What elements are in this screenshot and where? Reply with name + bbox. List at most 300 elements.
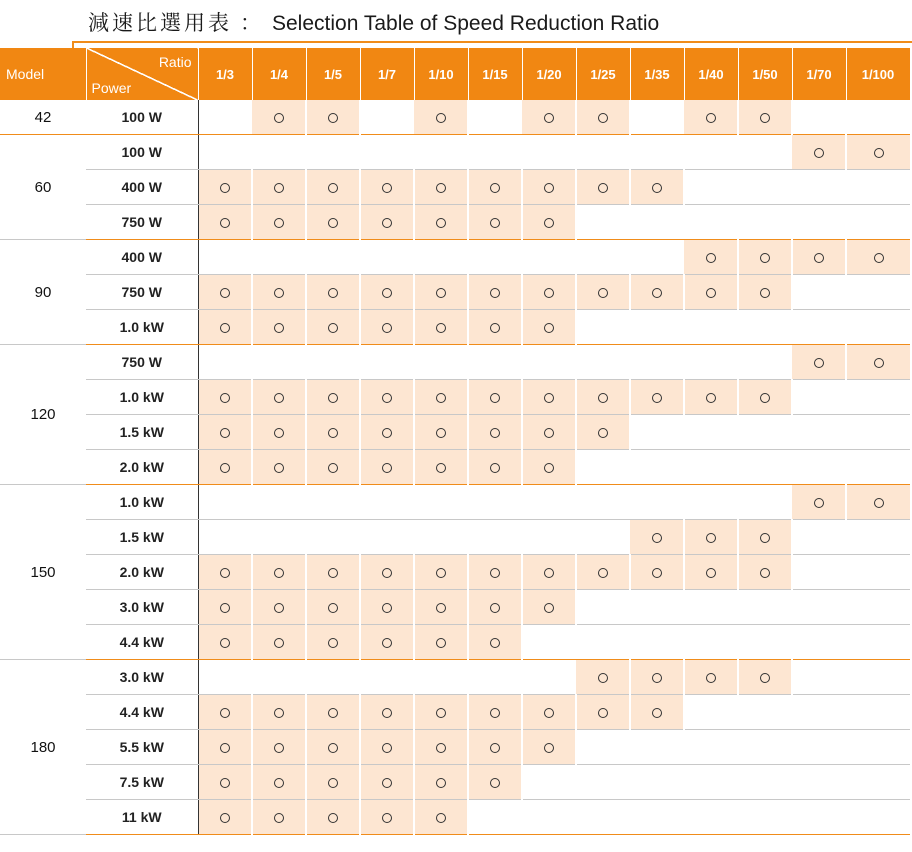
circle-mark-icon — [220, 218, 230, 228]
empty-ratio-cell — [846, 695, 910, 730]
available-ratio-cell — [360, 590, 414, 625]
circle-mark-icon — [274, 428, 284, 438]
empty-ratio-cell — [846, 660, 910, 695]
available-ratio-cell — [846, 240, 910, 275]
circle-mark-icon — [874, 358, 884, 368]
table-row — [0, 485, 910, 520]
circle-mark-icon — [382, 463, 392, 473]
empty-ratio-cell — [360, 240, 414, 275]
circle-mark-icon — [274, 743, 284, 753]
circle-mark-icon — [382, 708, 392, 718]
circle-mark-icon — [490, 708, 500, 718]
circle-mark-icon — [544, 323, 554, 333]
empty-ratio-cell — [846, 170, 910, 205]
empty-ratio-cell — [846, 730, 910, 765]
empty-ratio-cell — [522, 765, 576, 800]
empty-ratio-cell — [792, 450, 846, 485]
ratio-header: 1/20 — [522, 48, 576, 100]
title-separator: ： — [240, 11, 264, 35]
table-row — [0, 660, 910, 695]
table-row — [0, 170, 910, 205]
available-ratio-cell — [576, 100, 630, 135]
empty-ratio-cell — [576, 590, 630, 625]
empty-ratio-cell — [846, 275, 910, 310]
available-ratio-cell — [252, 100, 306, 135]
ratio-header: 1/15 — [468, 48, 522, 100]
ratio-header: 1/7 — [360, 48, 414, 100]
available-ratio-cell — [738, 100, 792, 135]
available-ratio-cell — [522, 450, 576, 485]
empty-ratio-cell — [684, 415, 738, 450]
available-ratio-cell — [576, 695, 630, 730]
circle-mark-icon — [220, 568, 230, 578]
empty-ratio-cell — [738, 485, 792, 520]
circle-mark-icon — [328, 603, 338, 613]
circle-mark-icon — [544, 113, 554, 123]
circle-mark-icon — [220, 183, 230, 193]
table-row — [0, 625, 910, 660]
empty-ratio-cell — [198, 485, 252, 520]
circle-mark-icon — [490, 183, 500, 193]
empty-ratio-cell — [738, 625, 792, 660]
circle-mark-icon — [436, 638, 446, 648]
available-ratio-cell — [630, 520, 684, 555]
circle-mark-icon — [436, 288, 446, 298]
table-row — [0, 765, 910, 800]
empty-ratio-cell — [414, 345, 468, 380]
empty-ratio-cell — [576, 135, 630, 170]
available-ratio-cell — [738, 275, 792, 310]
model-cell: 42 — [0, 100, 86, 135]
circle-mark-icon — [652, 533, 662, 543]
empty-ratio-cell — [684, 450, 738, 485]
circle-mark-icon — [274, 113, 284, 123]
circle-mark-icon — [328, 743, 338, 753]
circle-mark-icon — [760, 533, 770, 543]
empty-ratio-cell — [360, 520, 414, 555]
available-ratio-cell — [576, 660, 630, 695]
empty-ratio-cell — [684, 205, 738, 240]
empty-ratio-cell — [684, 310, 738, 345]
available-ratio-cell — [360, 695, 414, 730]
empty-ratio-cell — [630, 590, 684, 625]
model-cell: 90 — [0, 240, 86, 345]
available-ratio-cell — [360, 275, 414, 310]
available-ratio-cell — [468, 310, 522, 345]
circle-mark-icon — [382, 393, 392, 403]
header-row — [0, 48, 910, 100]
available-ratio-cell — [468, 450, 522, 485]
circle-mark-icon — [274, 323, 284, 333]
circle-mark-icon — [274, 183, 284, 193]
circle-mark-icon — [328, 638, 338, 648]
available-ratio-cell — [738, 660, 792, 695]
available-ratio-cell — [252, 450, 306, 485]
circle-mark-icon — [436, 218, 446, 228]
available-ratio-cell — [360, 765, 414, 800]
available-ratio-cell — [468, 555, 522, 590]
empty-ratio-cell — [468, 135, 522, 170]
empty-ratio-cell — [414, 135, 468, 170]
ratio-header: 1/4 — [252, 48, 306, 100]
available-ratio-cell — [198, 170, 252, 205]
circle-mark-icon — [706, 393, 716, 403]
title-underline — [72, 41, 912, 43]
ratio-header: 1/70 — [792, 48, 846, 100]
available-ratio-cell — [306, 800, 360, 835]
circle-mark-icon — [598, 393, 608, 403]
available-ratio-cell — [684, 275, 738, 310]
table-row — [0, 135, 910, 170]
empty-ratio-cell — [738, 765, 792, 800]
available-ratio-cell — [684, 100, 738, 135]
available-ratio-cell — [306, 100, 360, 135]
empty-ratio-cell — [630, 135, 684, 170]
empty-ratio-cell — [846, 590, 910, 625]
table-row — [0, 100, 910, 135]
available-ratio-cell — [414, 450, 468, 485]
power-cell: 400 W — [86, 170, 198, 205]
circle-mark-icon — [652, 288, 662, 298]
power-cell: 3.0 kW — [86, 590, 198, 625]
circle-mark-icon — [382, 323, 392, 333]
table-row — [0, 555, 910, 590]
available-ratio-cell — [576, 380, 630, 415]
empty-ratio-cell — [414, 660, 468, 695]
circle-mark-icon — [598, 568, 608, 578]
circle-mark-icon — [598, 113, 608, 123]
empty-ratio-cell — [792, 800, 846, 835]
empty-ratio-cell — [576, 800, 630, 835]
available-ratio-cell — [630, 380, 684, 415]
empty-ratio-cell — [252, 240, 306, 275]
model-cell: 60 — [0, 135, 86, 240]
available-ratio-cell — [306, 170, 360, 205]
empty-ratio-cell — [522, 660, 576, 695]
circle-mark-icon — [814, 358, 824, 368]
circle-mark-icon — [220, 393, 230, 403]
circle-mark-icon — [490, 638, 500, 648]
power-cell: 1.0 kW — [86, 485, 198, 520]
circle-mark-icon — [544, 393, 554, 403]
ratio-header: 1/40 — [684, 48, 738, 100]
circle-mark-icon — [490, 568, 500, 578]
available-ratio-cell — [414, 170, 468, 205]
available-ratio-cell — [414, 275, 468, 310]
circle-mark-icon — [382, 218, 392, 228]
table-row — [0, 450, 910, 485]
ratio-header: 1/100 — [846, 48, 910, 100]
circle-mark-icon — [652, 708, 662, 718]
page-title — [88, 8, 659, 38]
circle-mark-icon — [436, 428, 446, 438]
empty-ratio-cell — [522, 485, 576, 520]
table-row — [0, 730, 910, 765]
circle-mark-icon — [328, 708, 338, 718]
empty-ratio-cell — [630, 450, 684, 485]
circle-mark-icon — [760, 253, 770, 263]
empty-ratio-cell — [792, 555, 846, 590]
empty-ratio-cell — [306, 660, 360, 695]
circle-mark-icon — [382, 183, 392, 193]
available-ratio-cell — [522, 415, 576, 450]
circle-mark-icon — [328, 218, 338, 228]
available-ratio-cell — [360, 205, 414, 240]
available-ratio-cell — [360, 800, 414, 835]
available-ratio-cell — [684, 380, 738, 415]
empty-ratio-cell — [792, 765, 846, 800]
empty-ratio-cell — [306, 485, 360, 520]
empty-ratio-cell — [792, 730, 846, 765]
empty-ratio-cell — [792, 380, 846, 415]
circle-mark-icon — [274, 603, 284, 613]
circle-mark-icon — [706, 673, 716, 683]
available-ratio-cell — [630, 555, 684, 590]
available-ratio-cell — [198, 275, 252, 310]
available-ratio-cell — [306, 275, 360, 310]
table-row — [0, 695, 910, 730]
circle-mark-icon — [220, 708, 230, 718]
circle-mark-icon — [328, 463, 338, 473]
empty-ratio-cell — [846, 100, 910, 135]
circle-mark-icon — [490, 218, 500, 228]
power-cell: 750 W — [86, 275, 198, 310]
available-ratio-cell — [306, 450, 360, 485]
empty-ratio-cell — [846, 205, 910, 240]
available-ratio-cell — [306, 205, 360, 240]
available-ratio-cell — [198, 555, 252, 590]
circle-mark-icon — [436, 743, 446, 753]
circle-mark-icon — [220, 743, 230, 753]
power-cell: 750 W — [86, 345, 198, 380]
title-english: Selection Table of Speed Reduction Ratio — [272, 12, 660, 35]
circle-mark-icon — [544, 218, 554, 228]
circle-mark-icon — [490, 743, 500, 753]
circle-mark-icon — [760, 673, 770, 683]
available-ratio-cell — [198, 590, 252, 625]
circle-mark-icon — [328, 393, 338, 403]
available-ratio-cell — [198, 625, 252, 660]
circle-mark-icon — [652, 673, 662, 683]
circle-mark-icon — [544, 463, 554, 473]
empty-ratio-cell — [792, 695, 846, 730]
circle-mark-icon — [874, 498, 884, 508]
available-ratio-cell — [468, 170, 522, 205]
empty-ratio-cell — [846, 520, 910, 555]
empty-ratio-cell — [630, 345, 684, 380]
empty-ratio-cell — [414, 520, 468, 555]
available-ratio-cell — [414, 380, 468, 415]
circle-mark-icon — [382, 778, 392, 788]
available-ratio-cell — [252, 205, 306, 240]
available-ratio-cell — [792, 240, 846, 275]
empty-ratio-cell — [306, 135, 360, 170]
empty-ratio-cell — [198, 660, 252, 695]
circle-mark-icon — [874, 148, 884, 158]
empty-ratio-cell — [792, 205, 846, 240]
circle-mark-icon — [544, 183, 554, 193]
empty-ratio-cell — [630, 730, 684, 765]
available-ratio-cell — [252, 275, 306, 310]
empty-ratio-cell — [846, 380, 910, 415]
empty-ratio-cell — [468, 520, 522, 555]
power-cell: 1.0 kW — [86, 380, 198, 415]
empty-ratio-cell — [792, 310, 846, 345]
circle-mark-icon — [220, 288, 230, 298]
available-ratio-cell — [684, 660, 738, 695]
empty-ratio-cell — [198, 345, 252, 380]
ratio-power-header — [86, 48, 198, 100]
empty-ratio-cell — [684, 695, 738, 730]
empty-ratio-cell — [684, 345, 738, 380]
power-cell: 750 W — [86, 205, 198, 240]
circle-mark-icon — [598, 708, 608, 718]
available-ratio-cell — [846, 345, 910, 380]
available-ratio-cell — [306, 765, 360, 800]
table-header — [0, 48, 910, 100]
circle-mark-icon — [706, 253, 716, 263]
available-ratio-cell — [252, 310, 306, 345]
power-cell: 7.5 kW — [86, 765, 198, 800]
available-ratio-cell — [198, 310, 252, 345]
circle-mark-icon — [220, 323, 230, 333]
ratio-header: 1/35 — [630, 48, 684, 100]
circle-mark-icon — [706, 113, 716, 123]
available-ratio-cell — [252, 730, 306, 765]
available-ratio-cell — [414, 765, 468, 800]
selection-table — [0, 48, 911, 835]
available-ratio-cell — [468, 730, 522, 765]
empty-ratio-cell — [522, 520, 576, 555]
available-ratio-cell — [468, 625, 522, 660]
available-ratio-cell — [198, 450, 252, 485]
empty-ratio-cell — [792, 520, 846, 555]
circle-mark-icon — [652, 183, 662, 193]
available-ratio-cell — [414, 205, 468, 240]
empty-ratio-cell — [630, 625, 684, 660]
available-ratio-cell — [468, 695, 522, 730]
circle-mark-icon — [274, 463, 284, 473]
ratio-header: 1/3 — [198, 48, 252, 100]
available-ratio-cell — [198, 380, 252, 415]
ratio-header: 1/25 — [576, 48, 630, 100]
available-ratio-cell — [468, 415, 522, 450]
power-cell: 3.0 kW — [86, 660, 198, 695]
available-ratio-cell — [414, 415, 468, 450]
available-ratio-cell — [252, 765, 306, 800]
empty-ratio-cell — [198, 240, 252, 275]
circle-mark-icon — [220, 463, 230, 473]
available-ratio-cell — [414, 310, 468, 345]
available-ratio-cell — [414, 695, 468, 730]
empty-ratio-cell — [306, 240, 360, 275]
empty-ratio-cell — [252, 345, 306, 380]
circle-mark-icon — [490, 428, 500, 438]
empty-ratio-cell — [252, 485, 306, 520]
empty-ratio-cell — [252, 520, 306, 555]
empty-ratio-cell — [468, 240, 522, 275]
available-ratio-cell — [360, 555, 414, 590]
circle-mark-icon — [328, 813, 338, 823]
empty-ratio-cell — [252, 660, 306, 695]
empty-ratio-cell — [630, 310, 684, 345]
empty-ratio-cell — [522, 625, 576, 660]
available-ratio-cell — [468, 275, 522, 310]
empty-ratio-cell — [252, 135, 306, 170]
empty-ratio-cell — [576, 485, 630, 520]
circle-mark-icon — [706, 288, 716, 298]
available-ratio-cell — [468, 205, 522, 240]
circle-mark-icon — [814, 253, 824, 263]
power-cell: 2.0 kW — [86, 450, 198, 485]
available-ratio-cell — [252, 625, 306, 660]
power-cell: 100 W — [86, 135, 198, 170]
available-ratio-cell — [792, 485, 846, 520]
available-ratio-cell — [252, 590, 306, 625]
circle-mark-icon — [274, 218, 284, 228]
available-ratio-cell — [252, 695, 306, 730]
available-ratio-cell — [522, 695, 576, 730]
empty-ratio-cell — [630, 800, 684, 835]
empty-ratio-cell — [576, 240, 630, 275]
circle-mark-icon — [544, 708, 554, 718]
available-ratio-cell — [306, 310, 360, 345]
available-ratio-cell — [522, 590, 576, 625]
empty-ratio-cell — [360, 345, 414, 380]
circle-mark-icon — [760, 568, 770, 578]
available-ratio-cell — [252, 170, 306, 205]
empty-ratio-cell — [630, 415, 684, 450]
empty-ratio-cell — [792, 100, 846, 135]
circle-mark-icon — [598, 428, 608, 438]
circle-mark-icon — [436, 778, 446, 788]
circle-mark-icon — [544, 288, 554, 298]
empty-ratio-cell — [846, 625, 910, 660]
empty-ratio-cell — [468, 345, 522, 380]
empty-ratio-cell — [468, 485, 522, 520]
circle-mark-icon — [274, 708, 284, 718]
circle-mark-icon — [706, 533, 716, 543]
empty-ratio-cell — [792, 660, 846, 695]
circle-mark-icon — [490, 463, 500, 473]
available-ratio-cell — [522, 100, 576, 135]
circle-mark-icon — [328, 183, 338, 193]
circle-mark-icon — [220, 638, 230, 648]
empty-ratio-cell — [522, 800, 576, 835]
available-ratio-cell — [684, 555, 738, 590]
power-cell: 1.5 kW — [86, 520, 198, 555]
empty-ratio-cell — [576, 310, 630, 345]
circle-mark-icon — [328, 323, 338, 333]
available-ratio-cell — [360, 170, 414, 205]
table-row — [0, 415, 910, 450]
empty-ratio-cell — [738, 695, 792, 730]
available-ratio-cell — [360, 450, 414, 485]
empty-ratio-cell — [738, 345, 792, 380]
empty-ratio-cell — [738, 135, 792, 170]
empty-ratio-cell — [684, 765, 738, 800]
empty-ratio-cell — [684, 625, 738, 660]
empty-ratio-cell — [738, 800, 792, 835]
available-ratio-cell — [360, 625, 414, 660]
table-row — [0, 590, 910, 625]
available-ratio-cell — [252, 800, 306, 835]
empty-ratio-cell — [468, 660, 522, 695]
available-ratio-cell — [468, 590, 522, 625]
empty-ratio-cell — [360, 660, 414, 695]
empty-ratio-cell — [846, 310, 910, 345]
empty-ratio-cell — [360, 135, 414, 170]
